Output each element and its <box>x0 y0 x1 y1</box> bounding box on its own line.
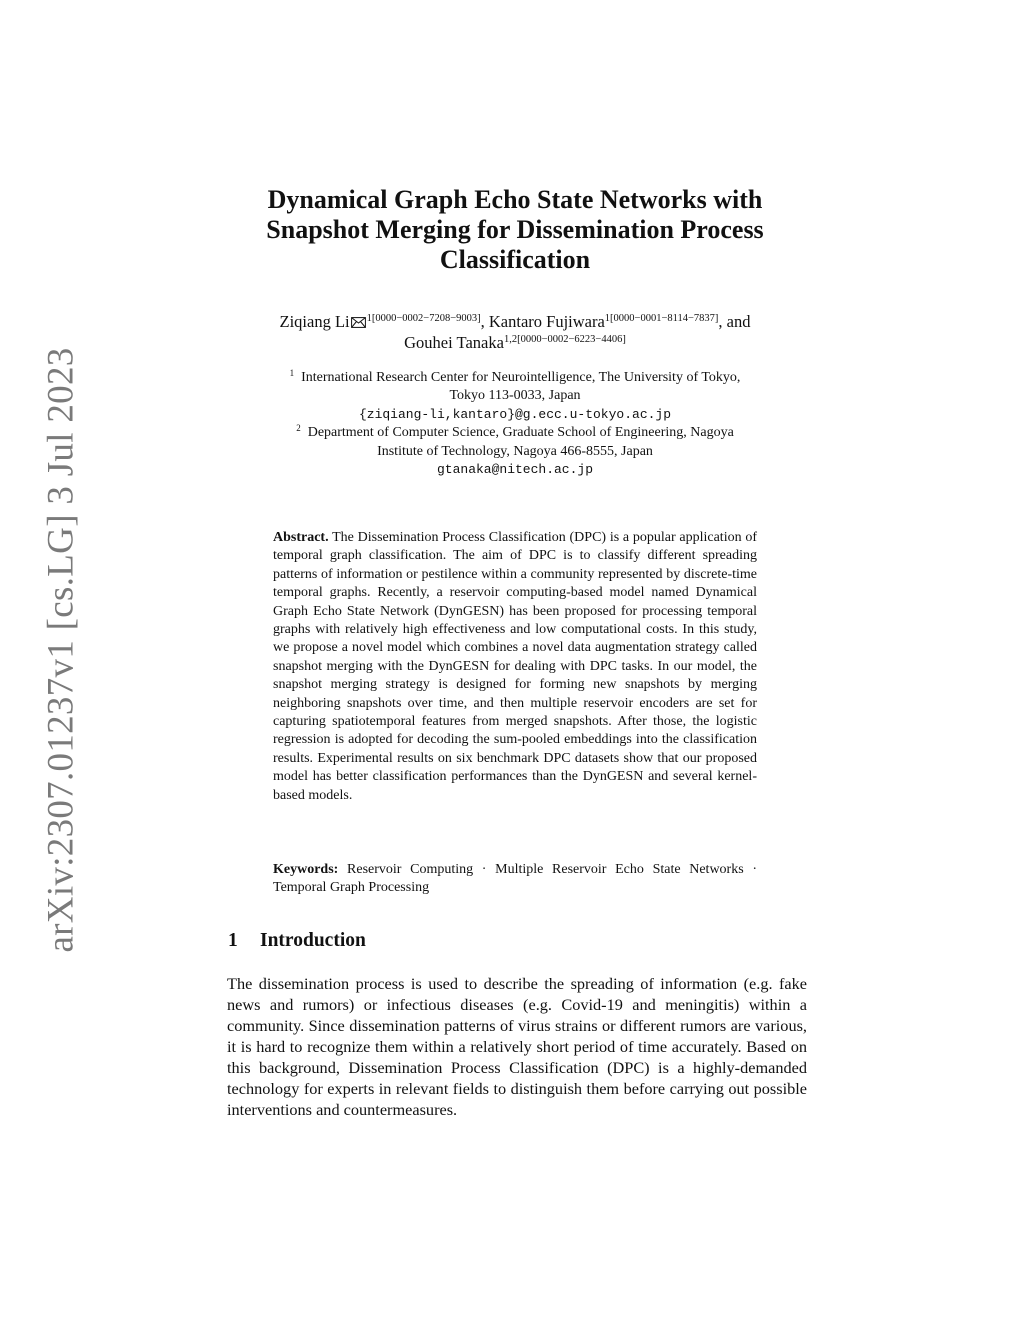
keywords-label: Keywords: <box>273 862 339 877</box>
title-line: Classification <box>439 245 591 274</box>
body-paragraph: The dissemination process is used to describe the spreading of information (e.g. fake news and rumors) or infectious diseases (e.g. Covid-19 and meningitis) within a community. Since dissemination patterns of virus strains or different rumors are various, it is hard to recognize them within a relatively short period of time accurately. Based on this background, Dissemination Process Classification (DPC) is a highly-demanded technology for experts in relevant fields to distinguish them before carrying out possible interventions and countermeasures. <box>227 974 807 1119</box>
paper-title <box>215 185 815 275</box>
affiliation-number: 2 <box>296 423 301 434</box>
abstract-label: Abstract. <box>273 530 329 545</box>
author-orcid-sup: 1,2[0000−0002−6223−4406] <box>503 334 626 345</box>
keywords-text: Reservoir Computing · Multiple Reservoir Echo State Networks · Temporal Graph Processing <box>273 862 758 896</box>
section-heading <box>228 930 808 952</box>
author-orcid-sup: 1[0000−0002−7208−9003] <box>366 313 481 324</box>
author-name: Ziqiang Li <box>279 312 350 331</box>
envelope-icon <box>351 317 366 328</box>
affiliation-email[interactable]: {ziqiang-li,kantaro}@g.ecc.u-tokyo.ac.jp <box>358 406 672 422</box>
affiliation-email[interactable]: gtanaka@nitech.ac.jp <box>436 462 594 478</box>
keywords <box>273 861 757 898</box>
author-name: Kantaro Fujiwara <box>488 312 605 331</box>
affiliation-text: Department of Computer Science, Graduate School of Engineering, Nagoya <box>307 425 734 441</box>
affiliation-number: 1 <box>289 368 295 378</box>
affiliation-text: International Research Center for Neurointelligence, The University of Tokyo, <box>301 370 741 385</box>
author-name: Gouhei Tanaka <box>404 333 504 352</box>
affiliation-text: Tokyo 113-0033, Japan <box>449 388 581 404</box>
author-list: Ziqiang Li $^{1[0000-0002-7208-9003]}$, Kantaro Fujiwara$^{1[0000-0001-8114-7837]}$, and Gouhei Tanaka$^{1,2[0000-0002-6223-4406]}$ <box>279 312 751 352</box>
affiliation-text: Institute of Technology, Nagoya 466-8555, Japan <box>377 443 653 459</box>
abstract <box>273 529 757 805</box>
section-number: 1 <box>228 930 238 951</box>
title-line: Snapshot Merging for Dissemination Process <box>266 215 764 244</box>
abstract-text: The Dissemination Process Classification (DPC) is a popular application of temporal graph classification. The aim of DPC is to classify different spreading patterns of information or pestilence within a community represented by discrete-time temporal graphs. Recently, a reservoir computing-based model named Dynamical Graph Echo State Network (DynGESN) has been proposed for processing temporal graphs with relatively high effectiveness and low computational costs. In this study, we propose a novel model which combines a novel data augmentation strategy called snapshot merging with the DynGESN for dealing with DPC tasks. In our model, the snapshot merging strategy is designed for forming new snapshots by merging neighboring snapshots over time, and then multiple reservoir encoders are set for capturing spatiotemporal features from merged snapshots. After those, the logistic regression is adopted for decoding the sum-pooled embeddings into the classification results. Experimental results on six benchmark DPC datasets show that our proposed model has better classification performances than the DynGESN and several kernel-based models. <box>273 530 757 803</box>
affiliations <box>215 369 815 479</box>
author-orcid-sup: 1[0000−0001−8114−7837] <box>604 313 719 324</box>
section-title: Introduction <box>260 930 366 951</box>
arxiv-identifier-stamp: arXiv:2307.01237v1 [cs.LG] 3 Jul 2023 <box>40 347 82 953</box>
title-line: Dynamical Graph Echo State Networks with <box>267 185 763 214</box>
